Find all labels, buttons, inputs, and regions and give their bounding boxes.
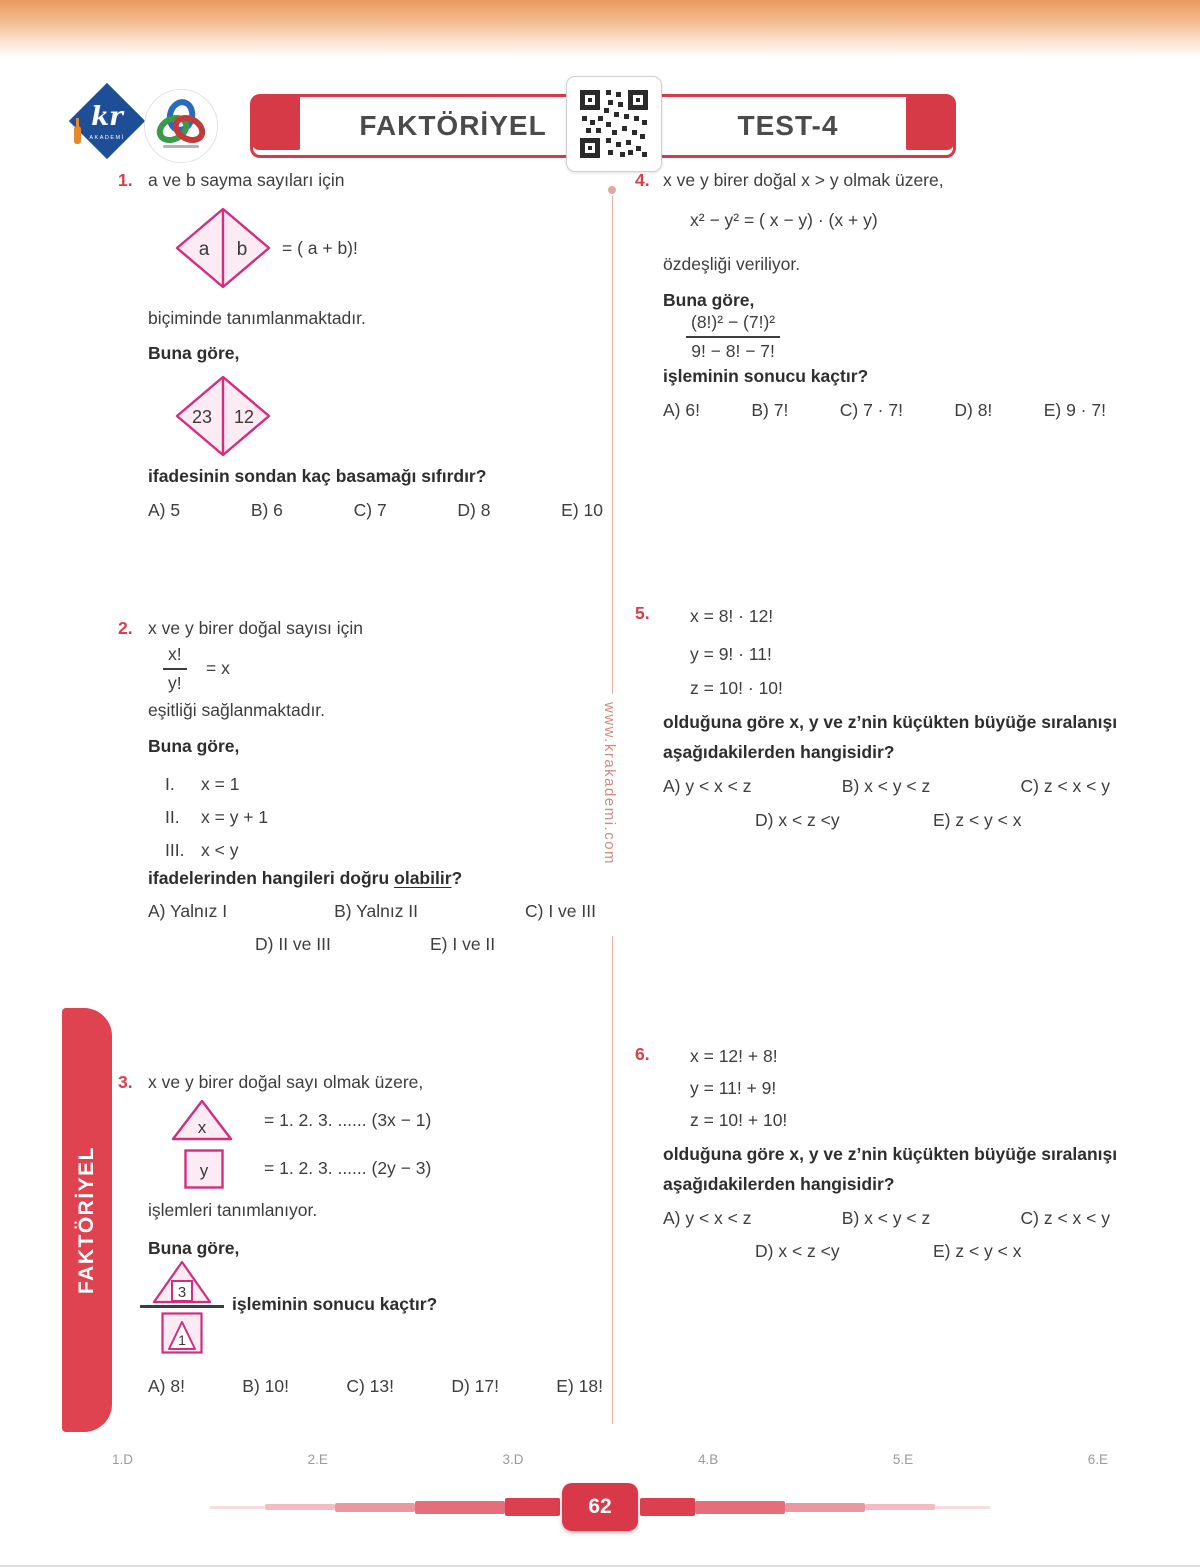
option: A) y < x < z: [663, 776, 752, 796]
progress-segment: [695, 1501, 785, 1514]
option: C) 7 · 7!: [839, 400, 903, 420]
question-4-statement: özdeşliği veriliyor.: [663, 254, 801, 274]
qr-code-icon: [578, 88, 650, 160]
definition: x = 8! · 12!: [690, 606, 774, 626]
column-divider-top: [612, 196, 614, 694]
question-3-number: 3.: [118, 1072, 133, 1092]
answer-key-item: 2.E: [307, 1452, 328, 1467]
definition-rhs: = 1. 2. 3. ...... (3x − 1): [264, 1110, 432, 1130]
question-2-intro: x ve y birer doğal sayısı için: [148, 618, 363, 638]
banner-right-cap: [906, 96, 954, 150]
option: E) 9 · 7!: [1043, 400, 1106, 420]
progress-segment: [210, 1506, 265, 1509]
progress-segment: [505, 1498, 560, 1516]
rings-logo: [144, 89, 218, 163]
page-number-badge: 62: [562, 1483, 638, 1531]
progress-segment: [935, 1506, 990, 1509]
banner-left-cap: [252, 96, 300, 150]
rings-logo-caption: [163, 145, 199, 148]
question-3-stem: işleminin sonucu kaçtır?: [232, 1294, 438, 1314]
question-6-stem-line2: aşağıdakilerden hangisidir?: [663, 1174, 895, 1194]
option: C) 13!: [346, 1376, 394, 1396]
figure-value-right: 12: [233, 407, 255, 427]
sidebar-tab-label: FAKTÖRİYEL: [75, 1145, 98, 1295]
definition: z = 10! · 10!: [690, 678, 783, 698]
square-label: y: [199, 1161, 209, 1180]
progress-segment: [415, 1501, 505, 1514]
option: D) 8: [457, 500, 491, 520]
answer-key: [112, 1452, 1108, 1467]
top-gradient-band: [0, 0, 1200, 58]
fraction-rhs: = x: [206, 658, 230, 678]
rings-logo-graphic: [151, 96, 211, 156]
stem-punct: ?: [451, 868, 463, 888]
question-3-lead: Buna göre,: [148, 1238, 240, 1258]
question-3-options: [148, 1376, 603, 1397]
identity-formula: x² − y² = ( x − y) · (x + y): [690, 210, 878, 230]
page-progress-bar: [0, 1472, 1200, 1542]
figure-equals: = ( a + b)!: [282, 238, 358, 258]
question-2-options-row1: [148, 901, 596, 922]
fraction-factorial: [686, 312, 780, 362]
question-5-number: 5.: [635, 603, 650, 623]
test-label: TEST-4: [737, 110, 839, 141]
inner-square-label: 3: [177, 1284, 187, 1301]
watermark-text: www.krakademi.com: [601, 702, 618, 866]
roman-numeral: III.: [165, 840, 185, 860]
answer-key-item: 4.B: [698, 1452, 719, 1467]
definition: y = 9! · 11!: [690, 644, 772, 664]
diamond-figure-definition: [174, 206, 272, 290]
progress-segment: [335, 1503, 415, 1512]
fraction-denominator: 9! − 8! − 7!: [691, 341, 775, 361]
option: D) 17!: [451, 1376, 499, 1396]
kr-logo-text: kr: [91, 102, 123, 132]
question-2-number: 2.: [118, 618, 133, 638]
definition: z = 10! + 10!: [690, 1110, 788, 1130]
answer-key-item: 5.E: [892, 1452, 914, 1467]
question-3-statement: işlemleri tanımlanıyor.: [148, 1200, 318, 1220]
fraction-x-over-y: [163, 644, 187, 694]
stem-text: ifadelerinden hangileri doğru: [148, 868, 390, 888]
list-item: [165, 774, 239, 795]
question-6-stem-line1: olduğuna göre x, y ve z’nin küçükten büyüğe sıralanışı: [663, 1144, 1118, 1164]
option: E) 10: [561, 500, 603, 520]
fraction-numerator: (8!)² − (7!)²: [686, 312, 780, 338]
sidebar-tab: [62, 1008, 112, 1432]
question-1-stem: ifadesinin sondan kaç basamağı sıfırdır?: [148, 466, 487, 486]
list-item: [165, 840, 238, 861]
question-2-stem: [148, 868, 462, 889]
option: C) I ve III: [525, 901, 596, 921]
question-1-statement: biçiminde tanımlanmaktadır.: [148, 308, 366, 328]
definition: x = 12! + 8!: [690, 1046, 778, 1066]
list-item-text: x = 1: [201, 774, 240, 794]
progress-segment: [265, 1504, 335, 1510]
question-3-intro: x ve y birer doğal sayı olmak üzere,: [148, 1072, 424, 1092]
fraction-numerator-figure: [151, 1259, 213, 1305]
question-4-stem: işleminin sonucu kaçtır?: [663, 366, 869, 386]
question-5-stem-line1: olduğuna göre x, y ve z’nin küçükten büyüğe sıralanışı: [663, 712, 1118, 732]
column-divider-bottom: [612, 936, 614, 1424]
page-title: FAKTÖRİYEL: [359, 110, 547, 141]
question-4-intro: x ve y birer doğal x > y olmak üzere,: [663, 170, 944, 190]
roman-numeral: II.: [165, 807, 180, 827]
inner-triangle-label: 1: [178, 1332, 186, 1348]
option: E) z < y < x: [933, 1241, 1022, 1261]
answer-key-item: 6.E: [1087, 1452, 1108, 1467]
fraction-denominator-figure: [160, 1311, 204, 1355]
list-item-text: x = y + 1: [201, 807, 269, 827]
question-5-options-row1: [663, 776, 1110, 797]
option: C) z < x < y: [1020, 776, 1110, 796]
progress-segment: [640, 1498, 695, 1516]
question-1-number: 1.: [118, 170, 133, 190]
question-6-options-row1: [663, 1208, 1110, 1229]
figure-value-left: 23: [191, 407, 213, 427]
progress-segment: [865, 1504, 935, 1510]
divider-dot: [608, 186, 616, 194]
question-1-options: [148, 500, 603, 521]
option: A) 8!: [148, 1376, 185, 1396]
question-4-lead: Buna göre,: [663, 290, 755, 310]
figure-label-left: a: [198, 239, 210, 260]
option: D) x < z <y: [755, 810, 840, 830]
definition: y = 11! + 9!: [690, 1078, 777, 1098]
triangle-label: x: [197, 1118, 207, 1137]
square-figure-y: [183, 1148, 225, 1190]
option: E) 18!: [556, 1376, 603, 1396]
diamond-figure-values: [174, 374, 272, 458]
option: C) 7: [353, 500, 387, 520]
triangle-figure-x: [170, 1098, 234, 1142]
option: A) Yalnız I: [148, 901, 228, 921]
question-2-statement: eşitliği sağlanmaktadır.: [148, 700, 326, 720]
option: B) 6: [250, 500, 283, 520]
fraction-bar: [140, 1305, 224, 1308]
question-4-number: 4.: [635, 170, 650, 190]
option: E) z < y < x: [933, 810, 1022, 830]
option: B) 10!: [242, 1376, 289, 1396]
figure-label-right: b: [236, 239, 248, 260]
qr-box: [566, 76, 662, 172]
list-item: [165, 807, 268, 828]
option: C) z < x < y: [1020, 1208, 1110, 1228]
option: A) 6!: [663, 400, 700, 420]
stem-underlined: olabilir: [394, 868, 452, 888]
question-1-lead: Buna göre,: [148, 343, 240, 363]
question-6-number: 6.: [635, 1044, 650, 1064]
option: B) x < y < z: [841, 776, 931, 796]
question-1-intro: a ve b sayma sayıları için: [148, 170, 345, 190]
question-2-lead: Buna göre,: [148, 736, 240, 756]
option: B) x < y < z: [841, 1208, 931, 1228]
option: B) 7!: [751, 400, 789, 420]
definition-rhs: = 1. 2. 3. ...... (2y − 3): [264, 1158, 432, 1178]
roman-numeral: I.: [165, 774, 175, 794]
option: A) 5: [148, 500, 181, 520]
fraction-numerator: x!: [163, 644, 187, 670]
option: D) 8!: [954, 400, 993, 420]
option: D) II ve III: [255, 934, 331, 954]
fraction-denominator: y!: [168, 673, 182, 693]
answer-key-item: 1.D: [112, 1452, 134, 1467]
option: E) I ve II: [430, 934, 496, 954]
question-5-stem-line2: aşağıdakilerden hangisidir?: [663, 742, 895, 762]
option: D) x < z <y: [755, 1241, 840, 1261]
option: B) Yalnız II: [334, 901, 419, 921]
kr-logo: [70, 88, 146, 164]
answer-key-item: 3.D: [502, 1452, 524, 1467]
question-4-options: [663, 400, 1106, 421]
option: A) y < x < z: [663, 1208, 752, 1228]
kr-logo-subtext: AKADEMİ: [89, 135, 125, 141]
progress-segment: [785, 1503, 865, 1512]
list-item-text: x < y: [201, 840, 239, 860]
